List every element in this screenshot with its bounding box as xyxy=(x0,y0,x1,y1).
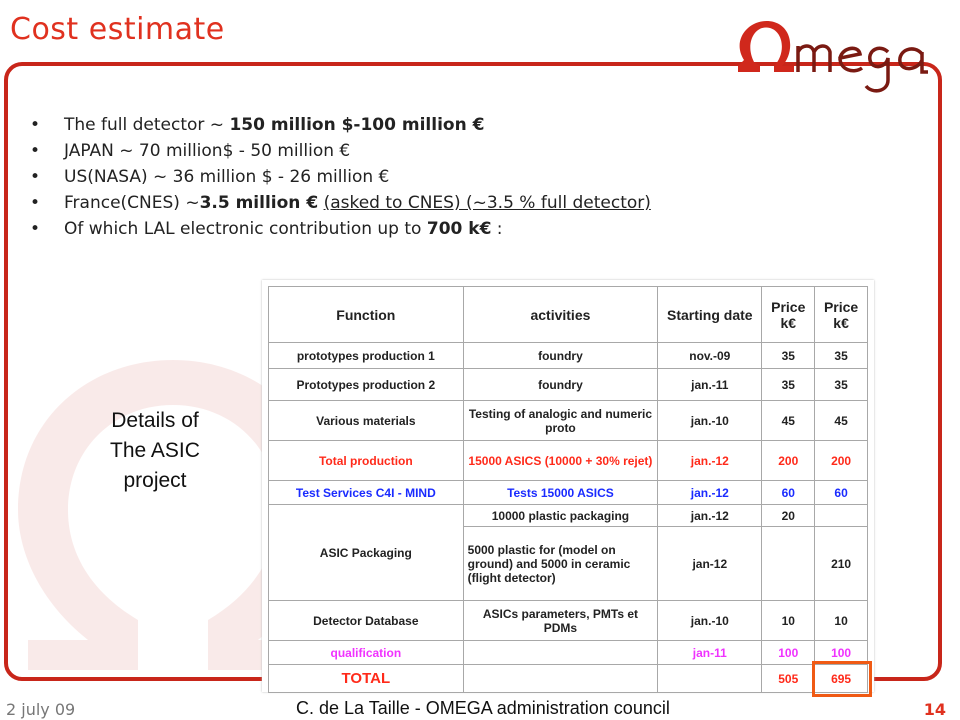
cell-price1: 35 xyxy=(762,343,815,369)
cell-date: jan.-12 xyxy=(658,505,762,527)
cell-activities xyxy=(463,641,658,665)
cell-date: jan.-10 xyxy=(658,401,762,441)
cell-price2: 10 xyxy=(815,601,868,641)
cell-activities: Tests 15000 ASICS xyxy=(463,481,658,505)
cell-price2: 100 xyxy=(815,641,868,665)
footer-date: 2 july 09 xyxy=(6,700,76,719)
table-row xyxy=(269,665,868,693)
cell-price2: 35 xyxy=(815,343,868,369)
cell-activities xyxy=(463,665,658,693)
cell-activities: 5000 plastic for (model on ground) and 5000 in ceramic (flight detector) xyxy=(463,527,658,601)
cell-price1: 100 xyxy=(762,641,815,665)
cell-date xyxy=(658,665,762,693)
bullet-item: • US(NASA) ~ 36 million $ - 26 million € xyxy=(30,167,390,187)
logo-text: Omega xyxy=(732,8,736,9)
slide-title: Cost estimate xyxy=(10,12,225,47)
cell-price1: 10 xyxy=(762,601,815,641)
cell-function: Various materials xyxy=(269,401,464,441)
bullet-item: • France(CNES) ~3.5 million € (asked to CNES) (~3.5 % full detector) xyxy=(30,193,651,213)
cell-function: qualification xyxy=(269,641,464,665)
cell-price1: 505 xyxy=(762,665,815,693)
cell-price1: 45 xyxy=(762,401,815,441)
cell-price1: 60 xyxy=(762,481,815,505)
table-row xyxy=(269,481,868,505)
footer-author: C. de La Taille - OMEGA administration council xyxy=(296,698,670,718)
cell-date: nov.-09 xyxy=(658,343,762,369)
table-row xyxy=(269,641,868,665)
cell-price2: 695 xyxy=(815,665,868,693)
bullet-item: • The full detector ~ 150 million $-100 million € xyxy=(30,115,485,135)
bullet-item: • Of which LAL electronic contribution up to 700 k€ : xyxy=(30,219,503,239)
cell-price2: 35 xyxy=(815,369,868,401)
cell-activities: foundry xyxy=(463,369,658,401)
column-header-activities: activities xyxy=(463,287,658,343)
cell-activities: 15000 ASICS (10000 + 30% rejet) xyxy=(463,441,658,481)
cell-function: Total production xyxy=(269,441,464,481)
cell-price2: 210 xyxy=(815,527,868,601)
column-header-function: Function xyxy=(269,287,464,343)
column-header-price2: Price k€ xyxy=(815,287,868,343)
cell-price2: 45 xyxy=(815,401,868,441)
column-header-date: Starting date xyxy=(658,287,762,343)
cell-function: Prototypes production 2 xyxy=(269,369,464,401)
cell-date: jan.-12 xyxy=(658,441,762,481)
cell-activities: foundry xyxy=(463,343,658,369)
cell-date: jan.-10 xyxy=(658,601,762,641)
bullet-list xyxy=(30,112,651,242)
cell-function: Detector Database xyxy=(269,601,464,641)
cell-function: ASIC Packaging xyxy=(269,505,464,601)
cell-price1 xyxy=(762,527,815,601)
details-label: Details of The ASIC project xyxy=(110,409,200,492)
omega-logo-icon xyxy=(732,8,954,98)
cell-date: jan.-12 xyxy=(658,481,762,505)
cell-price1: 200 xyxy=(762,441,815,481)
table-row xyxy=(269,369,868,401)
cell-date: jan.-11 xyxy=(658,369,762,401)
table-row xyxy=(269,601,868,641)
cell-price1: 35 xyxy=(762,369,815,401)
total-highlight-box xyxy=(812,661,872,697)
cell-function: prototypes production 1 xyxy=(269,343,464,369)
cell-activities: Testing of analogic and numeric proto xyxy=(463,401,658,441)
cell-function: TOTAL xyxy=(269,665,464,693)
cell-date: jan-12 xyxy=(658,527,762,601)
page-number: 14 xyxy=(923,700,946,719)
table-row xyxy=(269,401,868,441)
cell-price2: 200 xyxy=(815,441,868,481)
cost-table xyxy=(268,286,868,693)
cell-activities: 10000 plastic packaging xyxy=(463,505,658,527)
cost-table-image xyxy=(262,280,874,692)
cell-date: jan-11 xyxy=(658,641,762,665)
cell-function: Test Services C4I - MIND xyxy=(269,481,464,505)
table-row xyxy=(269,505,868,527)
cell-price2: 60 xyxy=(815,481,868,505)
cell-price2 xyxy=(815,505,868,527)
cell-price1: 20 xyxy=(762,505,815,527)
cell-activities: ASICs parameters, PMTs et PDMs xyxy=(463,601,658,641)
table-row xyxy=(269,441,868,481)
column-header-price1: Price k€ xyxy=(762,287,815,343)
table-row xyxy=(269,343,868,369)
bullet-item: • JAPAN ~ 70 million$ - 50 million € xyxy=(30,141,351,161)
